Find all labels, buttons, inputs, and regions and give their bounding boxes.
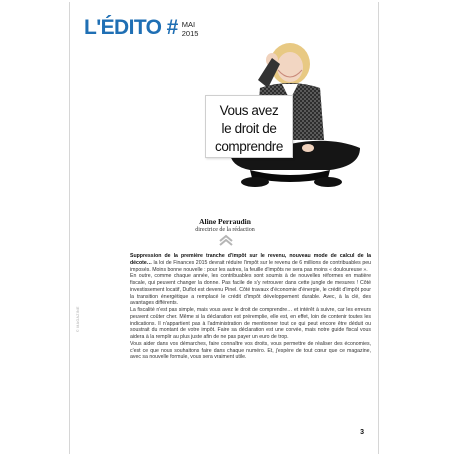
quote-line-1: Vous avez <box>219 103 279 118</box>
side-credit: © MAGAZINE <box>76 306 80 332</box>
issue-year: 2015 <box>181 29 199 38</box>
quote-line-2: le droit de <box>221 121 277 136</box>
double-chevron-up-icon <box>218 234 234 246</box>
quote-line-3: comprendre <box>214 139 284 154</box>
paragraph-1-text: la loi de Finances 2015 devrait réduire l'impôt sur le revenu de 6 millions de contribuables peu imposés. Moins bonne nouvelle : pour les autres, la feuille d'impôts ne sera pas moins « douloureuse ». <box>130 259 372 273</box>
issue-date <box>182 20 199 38</box>
author-block <box>70 217 380 234</box>
paragraph-2: En outre, comme chaque année, les contribuables sont soumis à de nouvelles réformes en matière fiscale, qui peuvent changer la donne. Pas facile de s'y retrouver dans cette jungle de mesures ! Côté investissement locatif, Duflot est devenu Pinel. Côté travaux d'économie d'énergie, le crédit d'impôt pour la transition énergétique a remplacé le crédit d'impôt développement durable. Avec, à la clé, des avantages différents. <box>130 273 371 307</box>
page-number: 3 <box>360 429 364 436</box>
issue-month: MAI <box>181 20 196 29</box>
author-role: directrice de la rédaction <box>195 227 255 233</box>
editorial-body <box>130 253 371 361</box>
quote-card <box>205 95 293 158</box>
lead-text: Suppression de la première tranche d'impôt sur le revenu, nouveau mode de calcul de la décote… <box>130 253 371 266</box>
author-name: Aline Perraudin <box>199 217 251 226</box>
paragraph-3: La fiscalité n'est pas simple, mais vous avez le droit de comprendre… et intérêt à suivre, car les erreurs peuvent coûter cher. Même si la déclaration est préremplie, elle est, en effet, loin de contenir toutes les indications. Il n'appartient pas à l'administration de mentionner tout ce qui peut encore être déduit ou soustrait du montant de votre impôt. Faire sa déclaration est une corvée, mais notre guide fiscal vous aidera à la remplir au plus juste afin de ne pas payer un euro de trop. <box>130 307 371 340</box>
magazine-page <box>69 2 379 454</box>
paragraph-4: Vous aider dans vos démarches, faire connaître vos droits, vous permettre de réaliser des économies, c'est ce que nous souhaitons faire dans chaque numéro. Et, j'espère de tout cœur que ce magazine, avec sa nouvelle formule, vous sera vraiment utile. <box>130 340 371 361</box>
masthead <box>84 15 198 41</box>
paragraph-1 <box>130 253 371 273</box>
section-title: L'ÉDITO # <box>84 16 178 39</box>
